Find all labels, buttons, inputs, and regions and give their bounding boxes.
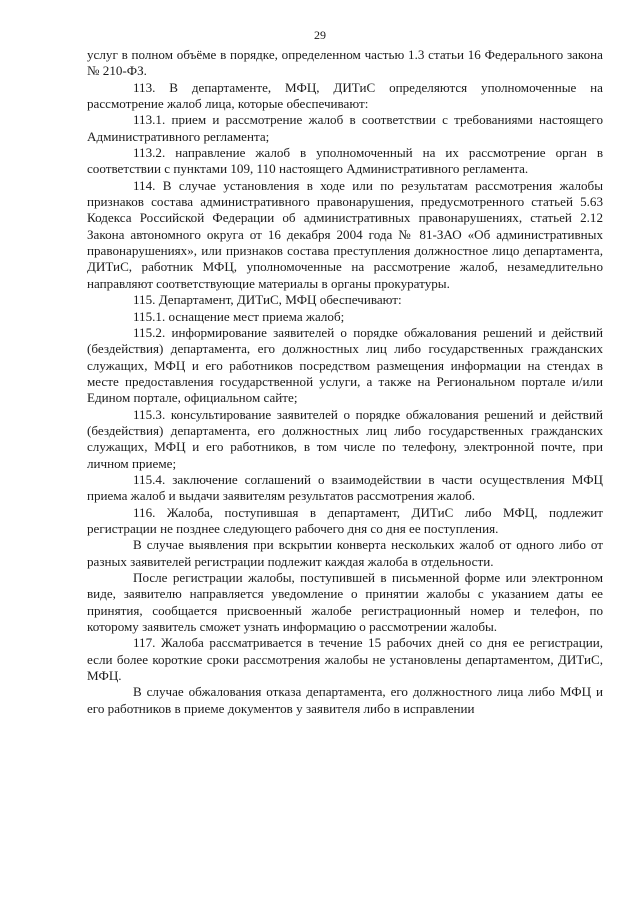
- paragraph-114: 114. В случае установления в ходе или по результатам рассмотрения жалобы признаков состава административного правонарушения, предусмотренного статьей 5.63 Кодекса Российской Федерации об административных правонарушениях, статьей 2.12 Закона автономного округа от 16 декабря 2004 года № 81-ЗАО «Об административных правонарушениях», или признаков состава преступления должностное лицо департамента, ДИТиС, работник МФЦ, уполномоченные на рассмотрение жалоб, незамедлительно направляют соответствующие материалы в органы прокуратуры.: [87, 177, 603, 291]
- paragraph-113-2: 113.2. направление жалоб в уполномоченный на их рассмотрение орган в соответствии с пунктами 109, 110 настоящего Административного регламента.: [87, 145, 603, 177]
- paragraph-115: 115. Департамент, ДИТиС, МФЦ обеспечивают:: [133, 292, 402, 308]
- paragraph-116: 116. Жалоба, поступившая в департамент, ДИТиС либо МФЦ, подлежит регистрации не позднее следующего рабочего дня со дня ее поступления.: [87, 504, 603, 536]
- paragraph-115-4: 115.4. заключение соглашений о взаимодействии в части осуществления МФЦ приема жалоб и выдачи заявителям результатов рассмотрения жалоб.: [87, 471, 603, 504]
- paragraph-113-1: 113.1. прием и рассмотрение жалоб в соответствии с требованиями настоящего Административного регламента;: [87, 112, 603, 144]
- paragraph-117: 117. Жалоба рассматривается в течение 15 рабочих дней со дня ее регистрации, если более короткие сроки рассмотрения жалобы не установлены департаментом, ДИТиС, МФЦ.: [87, 635, 603, 684]
- document-body: [87, 47, 603, 717]
- paragraph-continuation: услуг в полном объёме в порядке, определенном частью 1.3 статьи 16 Федерального закона № 210-ФЗ.: [87, 47, 603, 79]
- page-number: 29: [314, 28, 326, 42]
- paragraph-116-notification: После регистрации жалобы, поступившей в письменной форме или электронном виде, заявителю направляется уведомление о принятии жалобы с указанием даты ее принятия, сообщается присвоенный жалобе регистрационный номер и телефон, по которому заявитель сможет узнать информацию о рассмотрении жалобы.: [87, 570, 603, 635]
- paragraph-116-envelope: В случае выявления при вскрытии конверта нескольких жалоб от одного либо от разных заявителей регистрации подлежит каждая жалоба в отдельности.: [87, 537, 603, 569]
- paragraph-115-2: 115.2. информирование заявителей о порядке обжалования решений и действий (бездействия) департамента, его должностных лиц либо государственных гражданских служащих, МФЦ и его работников посредством размещения информации на стендах в месте предоставления государственной услуги, а также на Региональном портале и/или Едином портале, официальном сайте;: [87, 324, 603, 406]
- paragraph-115-3: 115.3. консультирование заявителей о порядке обжалования решений и действий (бездействия) департамента, его должностных лиц либо государственных гражданских служащих, МФЦ и его работников, в том числе по телефону, электронной почте, при личном приеме;: [87, 406, 603, 471]
- paragraph-115-1: 115.1. оснащение мест приема жалоб;: [133, 308, 345, 324]
- paragraph-113: 113. В департаменте, МФЦ, ДИТиС определяются уполномоченные на рассмотрение жалоб лица, которые обеспечивают:: [87, 79, 603, 112]
- paragraph-117-refusal: В случае обжалования отказа департамента, его должностного лица либо МФЦ и его работников в приеме документов у заявителя либо в исправлении: [87, 684, 603, 716]
